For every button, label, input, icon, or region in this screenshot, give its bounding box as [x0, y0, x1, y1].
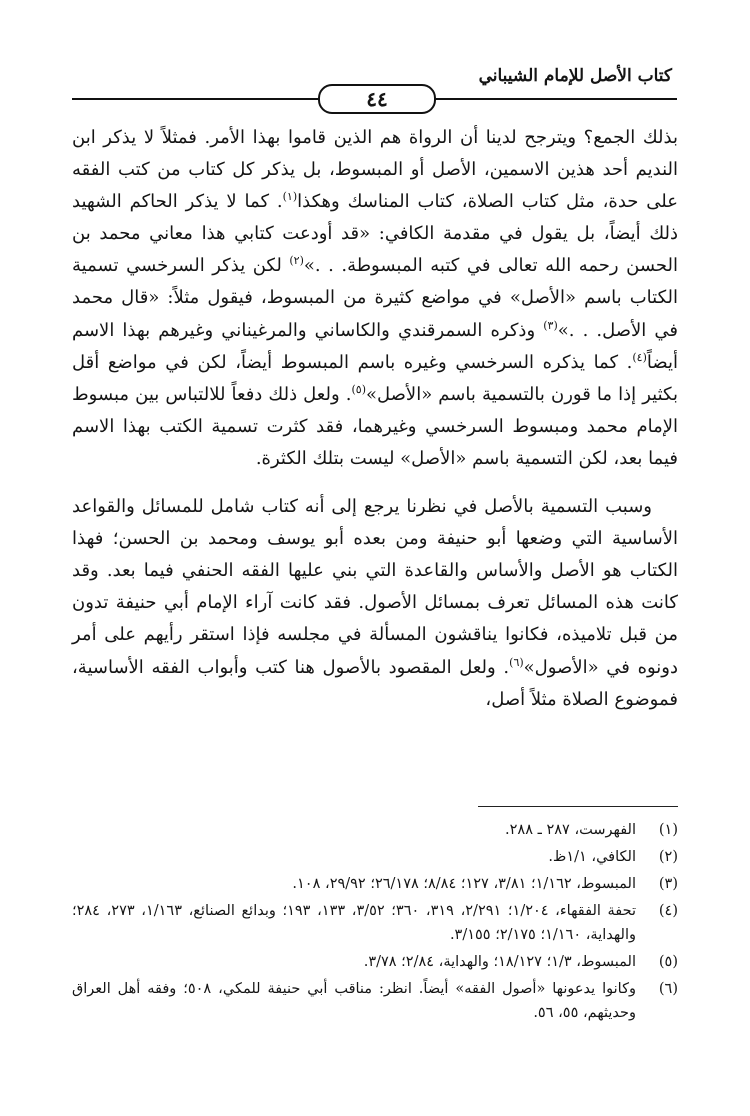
- footnote-number: (٤): [658, 903, 678, 919]
- footnote-2: [72, 845, 678, 869]
- footnotes: [72, 818, 678, 1028]
- footnote-text: الكافي، ١/١ظ.: [548, 849, 636, 865]
- footnote-6: [72, 977, 678, 1025]
- footnote-number: (٣): [658, 876, 678, 892]
- footnote-number: (٢): [658, 849, 678, 865]
- footnote-text: وكانوا يدعونها «أصول الفقه» أيضاً. انظر: مناقب أبي حنيفة للمكي، ٥٠٨؛ وفقه أهل العراق وحديثهم، ٥٥، ٥٦.: [72, 981, 637, 1021]
- footnote-ref-3: (٣): [543, 318, 558, 332]
- paragraph-2: [72, 491, 678, 716]
- footnote-3: [72, 872, 678, 896]
- text-segment: . ولعل المقصود بالأصول هنا كتب وأبواب الفقه الأساسية، فموضوع الصلاة مثلاً أصل،: [72, 656, 678, 710]
- footnote-rule: [478, 806, 678, 807]
- footnote-ref-2: (٢): [289, 254, 304, 268]
- footnote-ref-4: (٤): [632, 350, 647, 364]
- footnote-4: [72, 899, 678, 947]
- text-segment: . ولعل ذلك دفعاً للالتباس بين مبسوط الإمام محمد ومبسوط السرخسي وغيرهما، فقد كثرت تسمية الكتب بهذا الاسم فيما بعد، لكن التسمية باسم «الأصل» ليست بتلك الكثرة.: [72, 383, 678, 469]
- running-title: كتاب الأصل للإمام الشيباني: [478, 66, 672, 86]
- footnote-number: (١): [658, 822, 678, 838]
- footnote-text: المبسوط، ١/٣؛ ١٨/١٢٧؛ والهداية، ٢/٨٤؛ ٣/٧٨.: [363, 954, 636, 970]
- footnote-ref-6: (٦): [509, 655, 524, 669]
- footnote-text: الفهرست، ٢٨٧ ـ ٢٨٨.: [505, 822, 636, 838]
- text-segment: وذكره السمرقندي والكاساني والمرغيناني وغيرهم بهذا الاسم أيضاً: [72, 319, 678, 373]
- text-segment: . كما لا يذكر الحاكم الشهيد ذلك أيضاً، بل يقول في مقدمة الكافي: «قد أودعت كتابي هذا معاني محمد بن الحسن رحمه الله تعالى في كتبه المبسوطة. . .»: [72, 191, 678, 277]
- footnote-number: (٦): [658, 981, 678, 997]
- page-number: ٤٤: [318, 84, 436, 114]
- footnote-5: [72, 950, 678, 974]
- footnote-number: (٥): [658, 954, 678, 970]
- footnote-text: تحفة الفقهاء، ١/٢٠٤؛ ٢/٢٩١، ٣١٩، ٣٦٠؛ ٣/٥٢، ١٣٣، ١٩٣؛ وبدائع الصنائع، ١/١٦٣، ٢٧٣، ٢٨٤؛ والهداية، ١/١٦٠؛ ٢/١٧٥؛ ٣/١٥٥.: [72, 903, 637, 943]
- footnote-text: المبسوط، ١/١٦٢؛ ٣/٨١، ١٢٧؛ ٨/٨٤؛ ٢٦/١٧٨؛ ٢٩/٩٢، ١٠٨.: [292, 876, 636, 892]
- body-text: [72, 122, 678, 716]
- footnote-ref-1: (١): [282, 190, 298, 204]
- paragraph-1: [72, 122, 678, 475]
- text-segment: . كما يذكره السرخسي وغيره باسم المبسوط أيضاً، لكن في مواضع أقل بكثير إذا ما قورن بالتسمية باسم «الأصل»: [72, 351, 678, 405]
- text-segment: لكن يذكر السرخسي تسمية الكتاب باسم «الأصل» في مواضع كثيرة من المبسوط، فيقول مثلاً: «قال محمد في الأصل. . .»: [72, 255, 678, 341]
- text-segment: وسبب التسمية بالأصل في نظرنا يرجع إلى أنه كتاب شامل للمسائل والقواعد الأساسية التي وضعها أبو حنيفة ومن بعده أبو يوسف ومحمد بن الحسن؛ فهذا الكتاب هو الأصل والأساس والقاعدة التي بني عليها الفقه الحنفي فيما بعد. وقد كانت هذه المسائل تعرف بمسائل الأصول. فقد كانت آراء الإمام أبي حنيفة تدون من قبل تلاميذه، فكانوا يناقشون المسألة في مجلسه فإذا استقر رأيهم على أمر دونوه في «الأصول»: [72, 496, 679, 678]
- text-segment: بذلك الجمع؟ ويترجح لدينا أن الرواة هم الذين قاموا بهذا الأمر. فمثلاً لا يذكر ابن النديم أحد هذين الاسمين، الأصل أو المبسوط، بل يذكر كل كتاب من كتب الفقه على حدة، مثل كتاب الصلاة، كتاب المناسك وهكذا: [72, 127, 678, 213]
- footnote-ref-5: (٥): [351, 382, 366, 396]
- footnote-1: [72, 818, 678, 842]
